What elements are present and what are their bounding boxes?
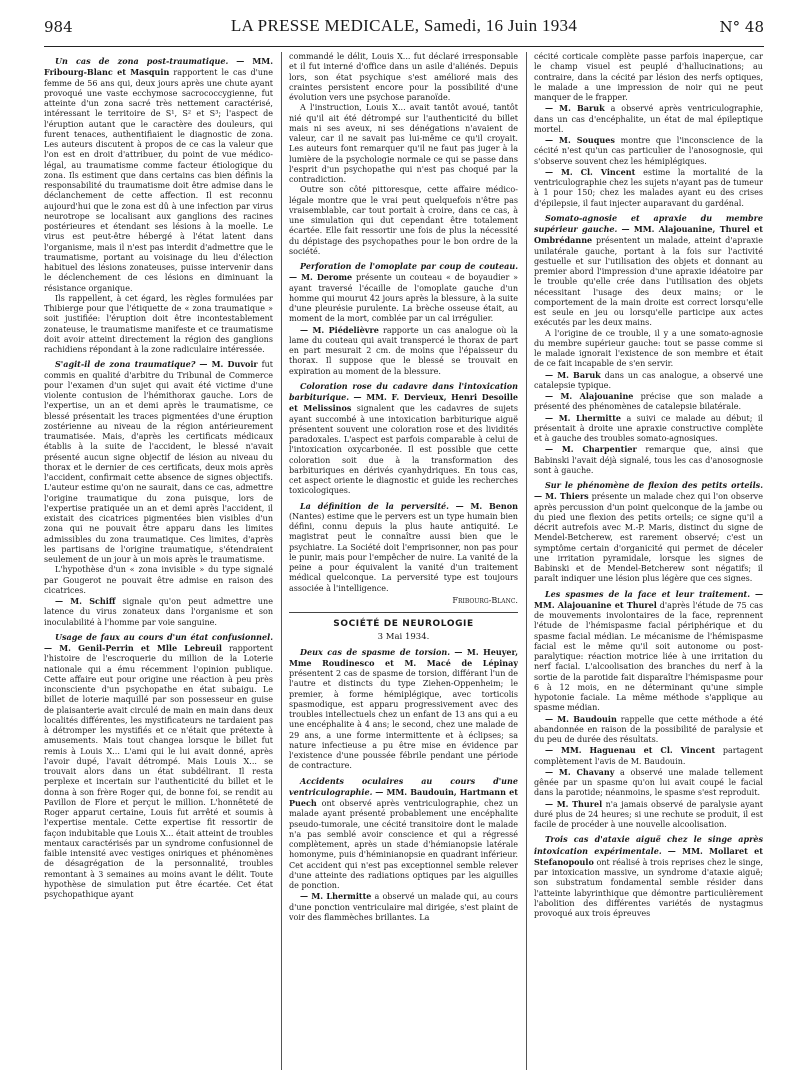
paragraph (289, 261, 518, 325)
author-names: — M. Benon (455, 500, 518, 511)
paragraph-text: rapporte un cas analogue où la lame du couteau qui avait transpercé le thorax de part en part mesurait 2 cm. de moins que l'épaisseur du thorax. Il suppose que le blessé se trouvait en expiration au moment de la blessure. (289, 325, 518, 376)
author-names: — M. Heuyer, Mme Roudinesco et M. Macé de Lépinay (289, 646, 518, 668)
page-number: 984 (44, 18, 73, 36)
author-names: — M. Baudouin (545, 713, 617, 724)
paragraph (534, 480, 763, 585)
journal-title: LA PRESSE MEDICALE, Samedi, 16 Juin 1934 (230, 16, 578, 35)
paragraph-text: rapportent le cas d'une femme de 56 ans qui, deux jours après une chute ayant provoqué une vaste ecchymose sacrococcygienne, fut atteinte d'un zona sacré très nettement caractérisé, intéressant le territoire de S¹, S² et S³; l'aspect de l'éruption autant que le caractère des douleurs, qui furent tenaces, authentifiaient le diagnostic de zona. Les auteurs discutent à propos de ce cas la valeur que l'on est en droit d'attribuer, du point de vue médico-légal, au traumatisme comme facteur étiologique du zona. Ils estiment que dans certains cas bien définis la responsabilité du traumatisme doit être admise dans le déclanchement de cette affection. Il est reconnu aujourd'hui que le zona est dû à une infection par virus neurotrope se localisant aux ganglions des racines postérieures et étendant ses lésions à la moelle. Le virus est peut-être hébergé à l'état latent dans l'organisme, mais il n'est pas interdit d'admettre que le traumatisme, portant au voisinage du lieu d'élection habituel des lésions zonateuses, puisse intervenir dans le déclenchement de ces lésions en diminuant la résistance organique. (44, 68, 273, 293)
paragraph-text: présente un malade chez qui l'on observe après percussion d'un point quelconque de la jambe ou du pied une flexion des petits orteils; ce signe qu'il a décrit autrefois avec M.-P. Maris, distinct du signe de Mendel-Betcherew, est rarement observé; c'est un symptôme certain d'organicité qui permet de déceler une irritation pyramidale, lorsque les signes de Babinski et de Mendel-Betcherew sont négatifs; il paraît indiquer une lésion plus légère que ces signes. (534, 492, 763, 584)
report-title: Deux cas de spasme de torsion. (300, 646, 451, 657)
paragraph (289, 776, 518, 892)
paragraph (289, 103, 518, 185)
author-names: — M. Thurel (545, 798, 603, 809)
report-title: Perforation de l'omoplate par coup de couteau. (300, 261, 518, 271)
paragraph-text: précise que son malade a présenté des phénomènes de catalepsie bilatérale. (534, 392, 763, 412)
author-names: — M. Cl. Vincent (545, 166, 636, 177)
paragraph-text: estime la mortalité de la ventriculographie chez les sujets n'ayant pas de tumeur à 1 pour 150; chez les malades ayant eu des crises d'épilepsie, il faut injecter auparavant du gardénal. (534, 167, 763, 208)
article-columns (44, 52, 764, 1074)
author-names: — MM. Mollaret et Stefanopoulo (534, 845, 763, 867)
page-header (44, 12, 764, 47)
paragraph (289, 891, 518, 923)
author-names: — M. Alajouanine (545, 391, 634, 401)
column-divider-1 (281, 52, 282, 1070)
author-names: — MM. Haguenau et Cl. Vincent (545, 745, 716, 756)
paragraph (44, 56, 273, 294)
paragraph-text: remarque que, ainsi que Babinski l'avait déjà signalé, tous les cas d'anosognosie sont à gauche. (534, 445, 763, 475)
author-names: — MM. Fribourg-Blanc et Masquin (44, 56, 273, 78)
paragraph (289, 325, 518, 377)
paragraph-text: présentent 2 cas de spasme de torsion, différant l'un de l'autre et distincts du type Ziehen-Oppenheim; le premier, à forme hémiplégique, avec torticolis spasmodique, est apparu progressivement avec des troubles intellectuels chez un enfant de 13 ans qui a eu une encéphalite à 4 ans; le second, chez une malade de 29 ans, a une forme intermittente et à éclipses; sa nature infectieuse a pu être mise en évidence par l'existence d'une poussée fébrile pendant une période de contracture. (289, 669, 518, 771)
report-title: La définition de la perversité. (300, 500, 449, 511)
report-title: Les spasmes de la face et leur traitement. (545, 588, 751, 599)
author-names: — M. Lhermitte (545, 412, 622, 423)
paragraph (289, 647, 518, 772)
paragraph-text: a observé après ventriculographie, dans un cas d'encéphalite, un état de mal épileptique mortel. (534, 104, 763, 134)
paragraph-text: a observé une malade tellement gênée par un spasme qu'on lui avait coupé le facial dans la parotide; néanmoins, le spasme s'est reproduit. (534, 767, 763, 798)
author-names: — M. Piédelièvre (300, 324, 379, 335)
report-title: Somato-agnosie et apraxie du membre supérieur gauche. (534, 212, 763, 234)
paragraph (44, 565, 273, 596)
author-signature: Fribourg-Blanc. (452, 595, 518, 605)
paragraph (44, 596, 273, 628)
paragraph (44, 294, 273, 356)
author-names: — M. Baruk (545, 103, 605, 114)
author-names: — MM. Alajouanine, Thurel et Ombrédanne (534, 224, 763, 246)
paragraph-text: cécité corticale complète passe parfois inaperçue, car le champ visuel est peuplé d'hallucinations; au contraire, dans la cécité par lésion des nerfs optiques, le malade a une impression de noir qui ne peut manquer de le frapper. (534, 52, 763, 102)
paragraph-text: signale qu'on peut admettre une latence du virus zonateux dans l'organisme et son inoculabilité à l'homme par voie sanguine. (44, 597, 273, 627)
author-names: — M. Schiff (55, 596, 116, 606)
paragraph-text: Outre son côté pittoresque, cette affaire médico-légale montre que le vrai peut quelquefois n'être pas vraisemblable, car tout portait à croire, dans ce cas, à une simulation qui dut cependant être totalement écartée. Elle fait ressortir une fois de plus la nécessité du dépistage des psychopathes pour le bon ordre de la société. (289, 185, 518, 256)
paragraph-text: A l'instruction, Louis X... avait tantôt avoué, tantôt nié qu'il ait été détrompé sur l'authenticité du billet mais ni ses aveux, ni ses dénégations n'avaient de valeur, car il ne savait pas lui-même ce qu'il croyait. Les auteurs font remarquer qu'il ne faut pas juger à la lumière de la psychologie normale ce qui se passe dans l'esprit d'un psychopathe qui n'est pas choqué par la contradiction. (289, 103, 518, 184)
column-2 (289, 52, 518, 1070)
paragraph-text: commandé le délit, Louis X... fut déclaré irresponsable et il fut interné d'office dans un asile d'aliénés. Depuis lors, son état psychique s'est amélioré mais des craintes persistent encore pour la possibilité d'une évolution vers une psychose paranoïde. (289, 52, 518, 102)
paragraph (289, 52, 518, 103)
paragraph (534, 589, 763, 714)
report-title: Sur le phénomène de flexion des petits orteils. (545, 480, 763, 490)
paragraph (534, 767, 763, 799)
report-title: S'agit-il de zona traumatique? (55, 359, 196, 370)
paragraph-text: L'hypothèse d'un « zona invisible » du type signalé par Gougerot ne pouvait être admise en raison des cicatrices. (44, 565, 273, 595)
paragraph (534, 413, 763, 445)
paragraph-text: présentent un malade, atteint d'apraxie unilatérale gauche, portant à la fois sur l'activité gestuelle et sur l'utilisation des objets et donnant au premier abord l'impression d'une apraxie idéatoire par le trouble qu'elle crée dans l'utilisation des objets nécessitant l'usage des deux mains; or le comportement de la main droite est correct lorsqu'elle est seule en jeu ou lorsqu'elle participe aux actes exécutés par les deux mains. (534, 236, 763, 328)
paragraph (534, 714, 763, 746)
paragraph (289, 501, 518, 594)
report-title: Usage de faux au cours d'un état confusionnel. (55, 631, 273, 642)
paragraph-text: rapportent l'histoire de l'escroquerie du million de la Loterie nationale qui a ému récemment l'opinion publique. Cette affaire eut pour origine une réaction à peu près inconsciente d'un psychopathe en état subaigu. Le billet de loterie maquillé par son possesseur en guise de plaisanterie avait circulé de main en main dans deux localités différentes, les mystificateurs ne tardaient pas à détromper les mystifiés et ce n'était que prétexte à amusements. Mais tout changea lorsque le billet fut remis à Louis X... L'ami qui le lui avait donné, après l'avoir dupé, l'avait détrompé. Mais Louis X... se trouvait alors dans un état subdélirant. Il resta perplexe et incertain sur l'authenticité du billet et le donna à son frère Roger qui, de bonne foi, se rendit au Pavillon de Flore et perçut le million. L'honnêteté de Roger apparut certaine, Louis fut arrêté et soumis à l'expertise mentale. Cette expertise fit ressortir de façon indubitable que Louis X... était atteint de troubles mentaux caractérisés par un syndrome confusionnel de faible intensité avec vestiges oniriques et phénomènes de désagrégation de la personnalité, troubles remontant à 3 semaines au moins avant le délit. Toute hypothèse de simulation put être écartée. Cet état psychopathique ayant (44, 644, 273, 899)
paragraph-text: ont observé après ventriculographie, chez un malade ayant présenté probablement une encéphalite pseudo-tumorale, une cécité transitoire dont le malade n'a pas semblé avoir conscience et qui a régressé complètement, après un stade d'hémianopsie latérale homonyme, puis d'héminianopsie en quadrant inférieur. Cet accident qui n'est pas exceptionnel semble relever d'une atteinte des radiations optiques par les aiguilles de ponction. (289, 799, 518, 890)
paragraph-text: d'après l'étude de 75 cas de mouvements involontaires de la face, reprennent l'étude de l'hémispasme facial périphérique et du spasme facial médian. Le mécanisme de l'hémispasme facial est le même qu'il soit autonome ou post-paralytique: réaction motrice liée à une irritation du nerf facial. L'alcoolisation des branches du nerf à la sortie de la parotide fait disparaître l'hémispasme pour 6 à 12 mois, en ne déterminant qu'une simple hypotonie faciale. La même méthode s'applique au spasme médian. (534, 600, 763, 713)
report-title: Trois cas d'ataxie aiguë chez le singe après intoxication expérimentale. (534, 834, 763, 856)
column-3 (534, 52, 763, 1070)
paragraph (534, 329, 763, 370)
author-names: — M. Charpentier (545, 444, 637, 455)
issue-number: N° 48 (719, 18, 764, 36)
author-names: — M. Thiers (534, 491, 589, 502)
author-names: — M. Baruk (545, 369, 601, 380)
paragraph (534, 834, 763, 919)
paragraph (534, 370, 763, 392)
paragraph-text: signalent que les cadavres de sujets ayant succombé à une intoxication barbiturique aiguë présentent souvent une coloration rose et des lividités paradoxales. L'aspect est parfois comparable à celui de l'intoxication oxycarbonée. Il est possible que cette coloration soit due à la transformation des barbituriques en dérivés cyanhydriques. En tous cas, cet aspect oriente le diagnostic et guide les recherches toxicologiques. (289, 404, 518, 496)
paragraph-text: ont réalisé à trois reprises chez le singe, par intoxication massive, un syndrome d'ataxie aiguë; son substratum fondamental semble résider dans l'atteinte labyrinthique que démontre particulièrement l'abolition des différentes variétés de nystagmus provoqué aux trois épreuves (534, 857, 763, 918)
paragraph-text: (Nantes) estime que le pervers est un type humain bien défini, connu depuis la plus haute antiquité. Le magistrat peut le connaître aussi bien que le psychiatre. La Société doit l'emprisonner, non pas pour le punir, mais pour l'empêcher de nuire. La vanité de la peine a pour équivalent la vanité d'un traitement médical quelconque. La perversité type est toujours associée à l'intelligence. (289, 511, 518, 593)
column-1 (44, 52, 273, 1070)
paragraph (534, 391, 763, 413)
society-title: SOCIÉTÉ DE NEUROLOGIE (333, 619, 474, 629)
paragraph (534, 103, 763, 135)
paragraph (534, 167, 763, 209)
author-names: — MM. Alajouanine et Thurel (534, 588, 763, 610)
author-names: — M. Souques (545, 135, 615, 145)
paragraph (44, 632, 273, 901)
paragraph-text: montre que l'inconscience de la cécité n'est qu'un cas particulier de l'anosognosie, qui s'observe souvent chez les hémiplégiques. (534, 136, 763, 166)
newspaper-page (44, 12, 764, 1074)
paragraph (534, 799, 763, 831)
paragraph (289, 381, 518, 497)
author-names: — MM. Baudouin, Hartmann et Puech (289, 786, 518, 808)
paragraph-text: présente un couteau « de boyaudier » ayant traversé l'écaille de l'omoplate gauche d'un homme qui mourut 42 jours après la blessure, à la suite d'une pleurésie purulente. La brèche osseuse était, au moment de la mort, comblée par un cal irrégulier. (289, 273, 518, 324)
report-title: Coloration rose du cadavre dans l'intoxication barbiturique. (289, 380, 518, 402)
paragraph (534, 444, 763, 476)
author-names: — M. Lhermitte (300, 891, 372, 902)
paragraph-text: dans un cas analogue, a observé une catalepsie typique. (534, 370, 763, 390)
paragraph-text: rappelle que cette méthode a été abandonnée en raison de la possibilité de paralysie et du peu de durée des résultats. (534, 714, 763, 744)
author-names: — M. Chavany (545, 766, 615, 777)
author-names: — M. Duvoir (199, 359, 258, 370)
section-heading (289, 612, 518, 643)
author-names: — M. Genil-Perrin et Mlle Lebreuil (44, 643, 222, 653)
column-divider-2 (526, 52, 527, 1070)
paragraph-text: fut commis en qualité d'arbitre du Tribunal de Commerce pour l'examen d'un sujet qui avait été victime d'une violente contusion de l'hémithorax gauche. Lors de l'expertise, un an et demi après le traumatisme, ce blessé présentait les traces pigmentées d'une éruption zostérienne au niveau de la région antérieurement traumatisée. Mais, d'après les certificats médicaux établis à la suite de l'accident, le blessé n'avait présenté aucun signe objectif de lésion au niveau du thorax et le dernier de ces certificats, deux mois après l'accident, confirmait cette absence de signes objectifs. L'auteur estime qu'on ne saurait, dans ce cas, admettre l'origine traumatique du zona puisque, lors de l'expertise pratiquée un an et demi après l'accident, il existait des cicatrices pigmentées bien visibles d'un zona qui ne pouvait être apparu dans les limites admissibles du zona traumatique. Ces limites, d'après les partisans de l'origine traumatique, s'étendraient seulement de un jour à un mois après le traumatisme. (44, 360, 273, 564)
paragraph-text: A l'origine de ce trouble, il y a une somato-agnosie du membre supérieur gauche: tout se passe comme si le malade ignorait l'existence de son membre et était de ce fait incapable de s'en servir. (534, 328, 763, 369)
report-title: Accidents oculaires au cours d'une ventriculographie. (289, 775, 518, 797)
paragraph-text: partagent complètement l'avis de M. Baudouin. (534, 746, 763, 766)
paragraph (289, 185, 518, 257)
paragraph (534, 135, 763, 167)
paragraph (44, 359, 273, 565)
paragraph (534, 745, 763, 767)
author-names: — MM. F. Dervieux, Henri Desoille et Melissinos (289, 392, 518, 414)
paragraph (534, 52, 763, 103)
session-date: 3 Mai 1934. (377, 632, 430, 643)
author-names: — M. Derome (289, 272, 353, 283)
paragraph-text: n'a jamais observé de paralysie ayant duré plus de 24 heures; si une rechute se produit, il est facile de procéder à une nouvelle alcoolisation. (534, 799, 763, 829)
paragraph-text: a suivi ce malade au début; il présentait à droite une apraxie constructive complète et à gauche des troubles somato-agnosiques. (534, 413, 763, 443)
paragraph-text: a observé un malade qui, au cours d'une ponction ventriculaire mal dirigée, s'est plaint de voir des flammèches brillantes. La (289, 892, 518, 922)
paragraph-text: Ils rappellent, à cet égard, les règles formulées par Thibierge pour que l'étiquette de « zona traumatique » soit justifiée: l'éruption doit être incontestablement zonateuse, le traumatisme manifeste et ce traumatisme doit avoir atteint directement la région des ganglions rachidiens répondant à la zone radiculaire intéressée. (44, 293, 273, 354)
paragraph (534, 213, 763, 329)
report-title: Un cas de zona post-traumatique. (55, 56, 229, 66)
